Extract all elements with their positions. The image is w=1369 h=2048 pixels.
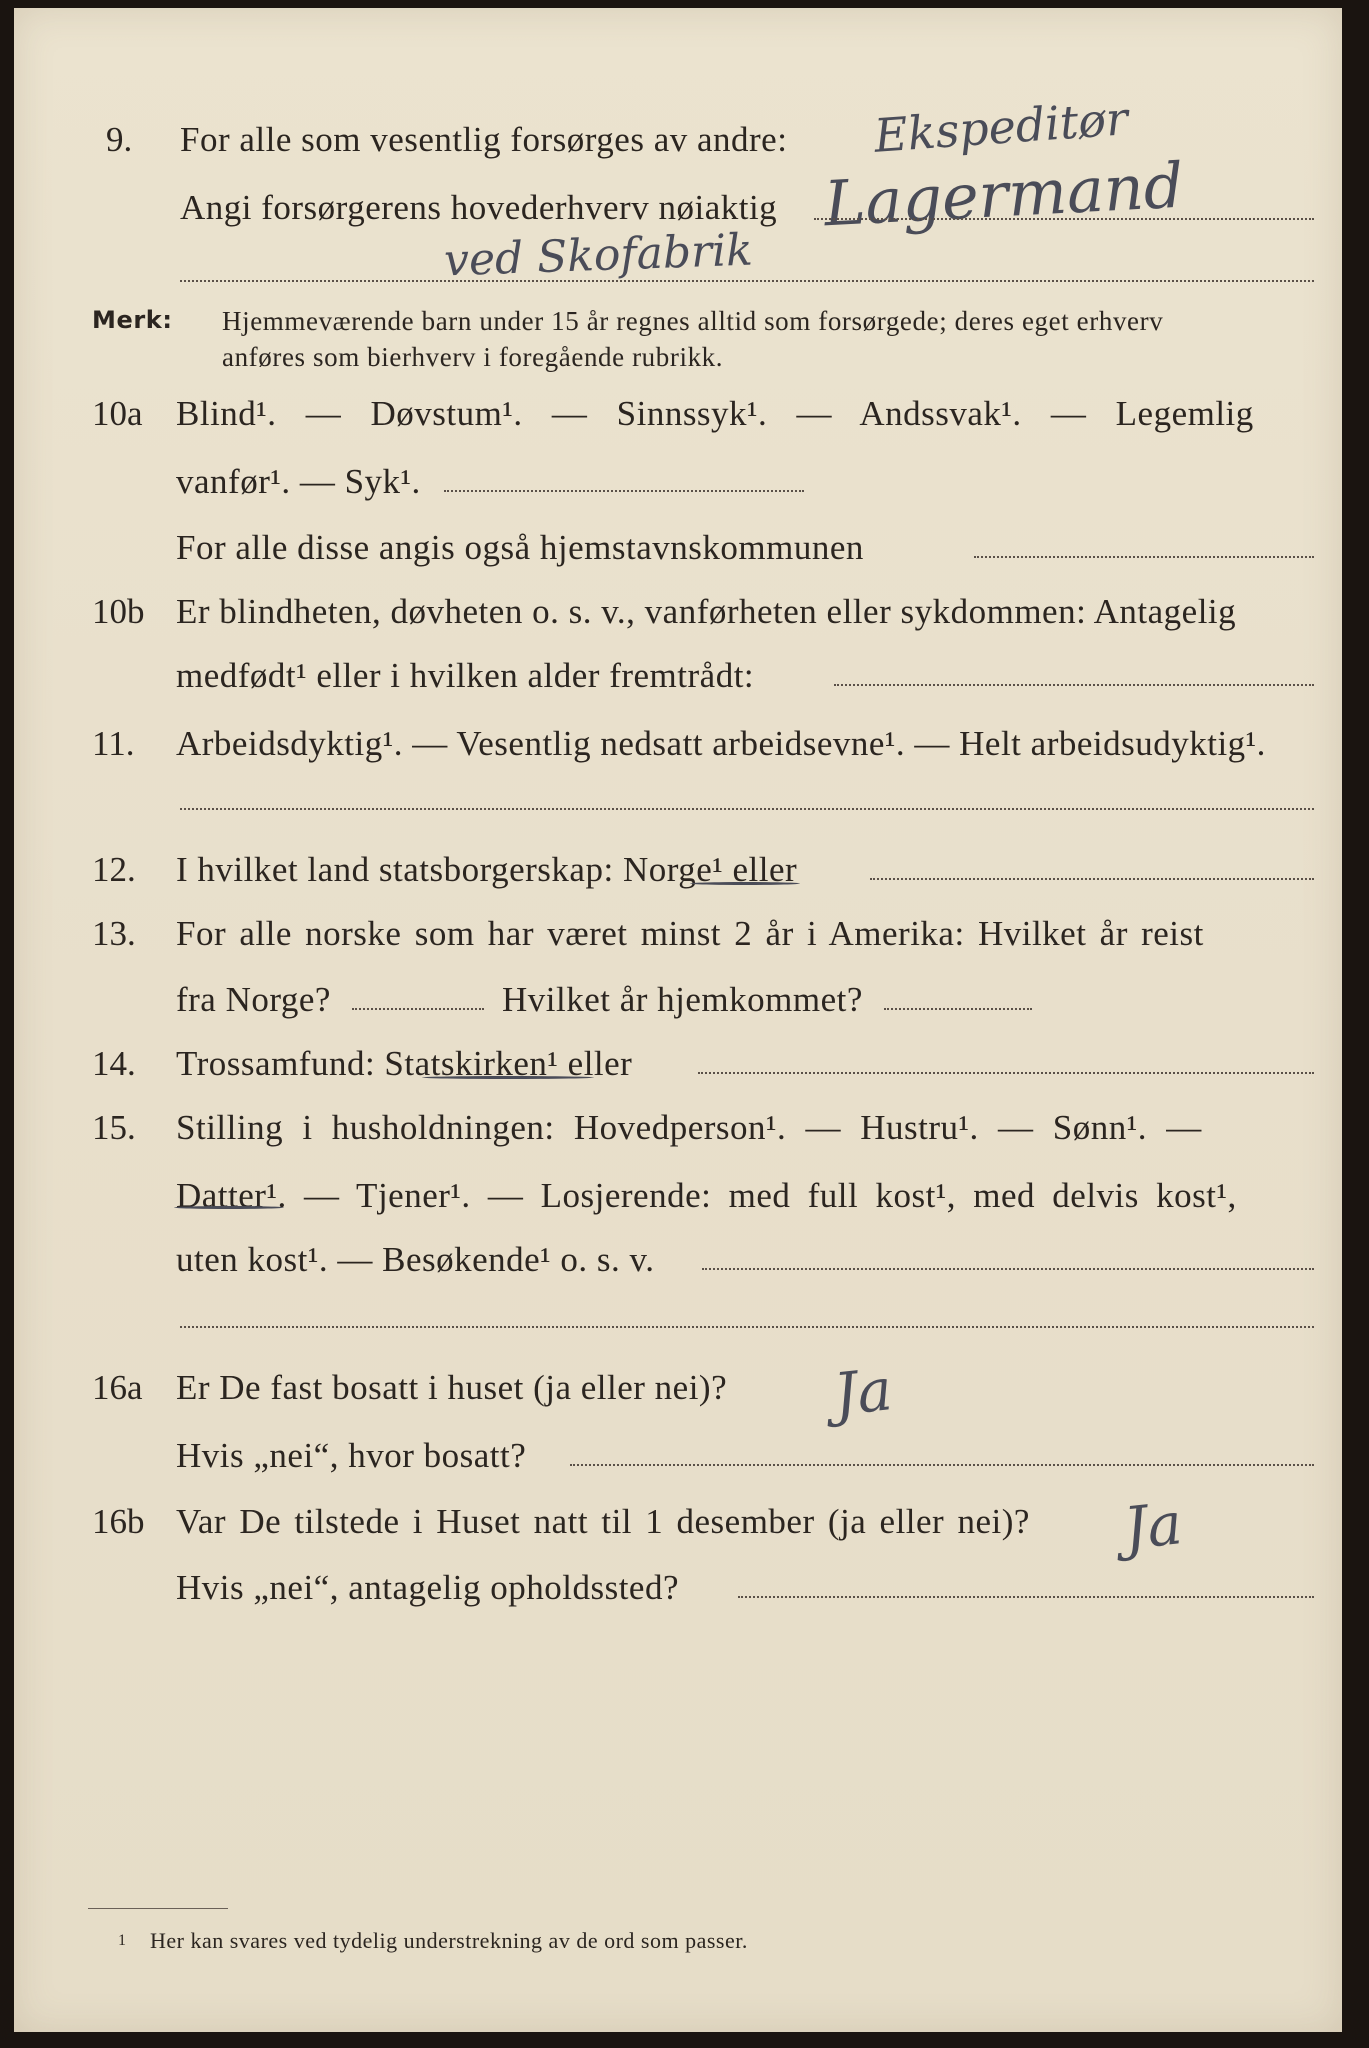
- q15-line2: Datter¹. — Tjener¹. — Losjerende: med full kost¹, med delvis kost¹,: [176, 1176, 1237, 1215]
- q14-line1: Trossamfund: Statskirken¹ eller: [176, 1044, 633, 1083]
- q10a-line3: For alle disse angis også hjemstavnskommunen: [176, 528, 864, 567]
- merk-line1: Hjemmeværende barn under 15 år regnes alltid som forsørgede; deres eget erhverv: [222, 306, 1164, 336]
- q16a-handwriting-answer: Ja: [830, 1355, 896, 1429]
- q13-number: 13.: [92, 914, 136, 953]
- q9-line1: For alle som vesentlig forsørges av andre:: [180, 120, 788, 159]
- footnote-text: Her kan svares ved tydelig understrekning av de ord som passer.: [150, 1928, 748, 1953]
- q12-answer-line: [870, 878, 1314, 880]
- q14-answer-line: [698, 1072, 1314, 1074]
- footnote-rule: [88, 1908, 228, 1909]
- q15-line3: uten kost¹. — Besøkende¹ o. s. v.: [176, 1240, 655, 1279]
- q16b-handwriting-answer: Ja: [1120, 1489, 1186, 1563]
- footnote-mark: 1: [118, 1932, 127, 1949]
- q11-answer-line: [180, 808, 1314, 810]
- q9-answer-line-2: [180, 280, 1314, 282]
- q9-answer-line: [814, 218, 1314, 220]
- q10b-answer-line: [834, 684, 1314, 686]
- q16b-number: 16b: [92, 1502, 145, 1541]
- q10b-number: 10b: [92, 592, 145, 631]
- q16a-line2: Hvis „nei“, hvor bosatt?: [176, 1436, 527, 1475]
- q15-underline-datter: [174, 1206, 284, 1209]
- q9-handwriting-occupation: Lagermand: [822, 148, 1186, 241]
- q15-answer-line: [702, 1268, 1314, 1270]
- q16b-line1: Var De tilstede i Huset natt til 1 desember (ja eller nei)?: [176, 1502, 1030, 1541]
- merk-label: Merk:: [92, 306, 173, 334]
- q13-line2a: fra Norge?: [176, 980, 331, 1019]
- q12-underline-norge: [690, 882, 800, 885]
- q10a-number: 10a: [92, 394, 143, 433]
- q12-line1: I hvilket land statsborgerskap: Norge¹ eller: [176, 850, 798, 889]
- q12-number: 12.: [92, 850, 136, 889]
- q10a-answer-line: [444, 490, 804, 492]
- q10b-line1: Er blindheten, døvheten o. s. v., vanførheten eller sykdommen: Antagelig: [176, 592, 1237, 631]
- q11-line1: Arbeidsdyktig¹. — Vesentlig nedsatt arbeidsevne¹. — Helt arbeidsudyktig¹.: [176, 724, 1266, 763]
- q14-number: 14.: [92, 1044, 136, 1083]
- q10a-line1: Blind¹. — Døvstum¹. — Sinnssyk¹. — Andssvak¹. — Legemlig: [176, 394, 1254, 433]
- q10b-line2: medfødt¹ eller i hvilken alder fremtrådt:: [176, 656, 755, 695]
- q16a-line1: Er De fast bosatt i huset (ja eller nei)?: [176, 1368, 728, 1407]
- q9-handwriting-employer: ved Skofabrik: [443, 224, 754, 287]
- q13-line2b: Hvilket år hjemkommet?: [502, 980, 863, 1019]
- q11-number: 11.: [92, 724, 135, 763]
- q14-underline-statskirken: [422, 1076, 594, 1079]
- merk-line2: anføres som bierhverv i foregående rubrikk.: [222, 342, 724, 372]
- q13-reist-line: [352, 1008, 484, 1010]
- q10a-line2: vanfør¹. — Syk¹.: [176, 462, 421, 501]
- q13-line1: For alle norske som har været minst 2 år i Amerika: Hvilket år reist: [176, 914, 1204, 953]
- q16a-answer-line: [570, 1464, 1314, 1466]
- q13-hjemkommet-line: [884, 1008, 1032, 1010]
- census-form-page: [14, 8, 1342, 2032]
- q9-number: 9.: [106, 120, 133, 159]
- q15-number: 15.: [92, 1108, 136, 1147]
- q9-line2: Angi forsørgerens hovederhverv nøiaktig: [180, 188, 778, 227]
- q15-line1: Stilling i husholdningen: Hovedperson¹. — Hustru¹. — Sønn¹. —: [176, 1108, 1202, 1147]
- q16b-line2: Hvis „nei“, antagelig opholdssted?: [176, 1568, 679, 1607]
- q9-handwriting-occupation-top: Ekspeditør: [872, 91, 1130, 163]
- q10a-hjemstavn-line: [974, 556, 1314, 558]
- q16a-number: 16a: [92, 1368, 143, 1407]
- q16b-answer-line: [738, 1596, 1314, 1598]
- q15-answer-line-2: [180, 1326, 1314, 1328]
